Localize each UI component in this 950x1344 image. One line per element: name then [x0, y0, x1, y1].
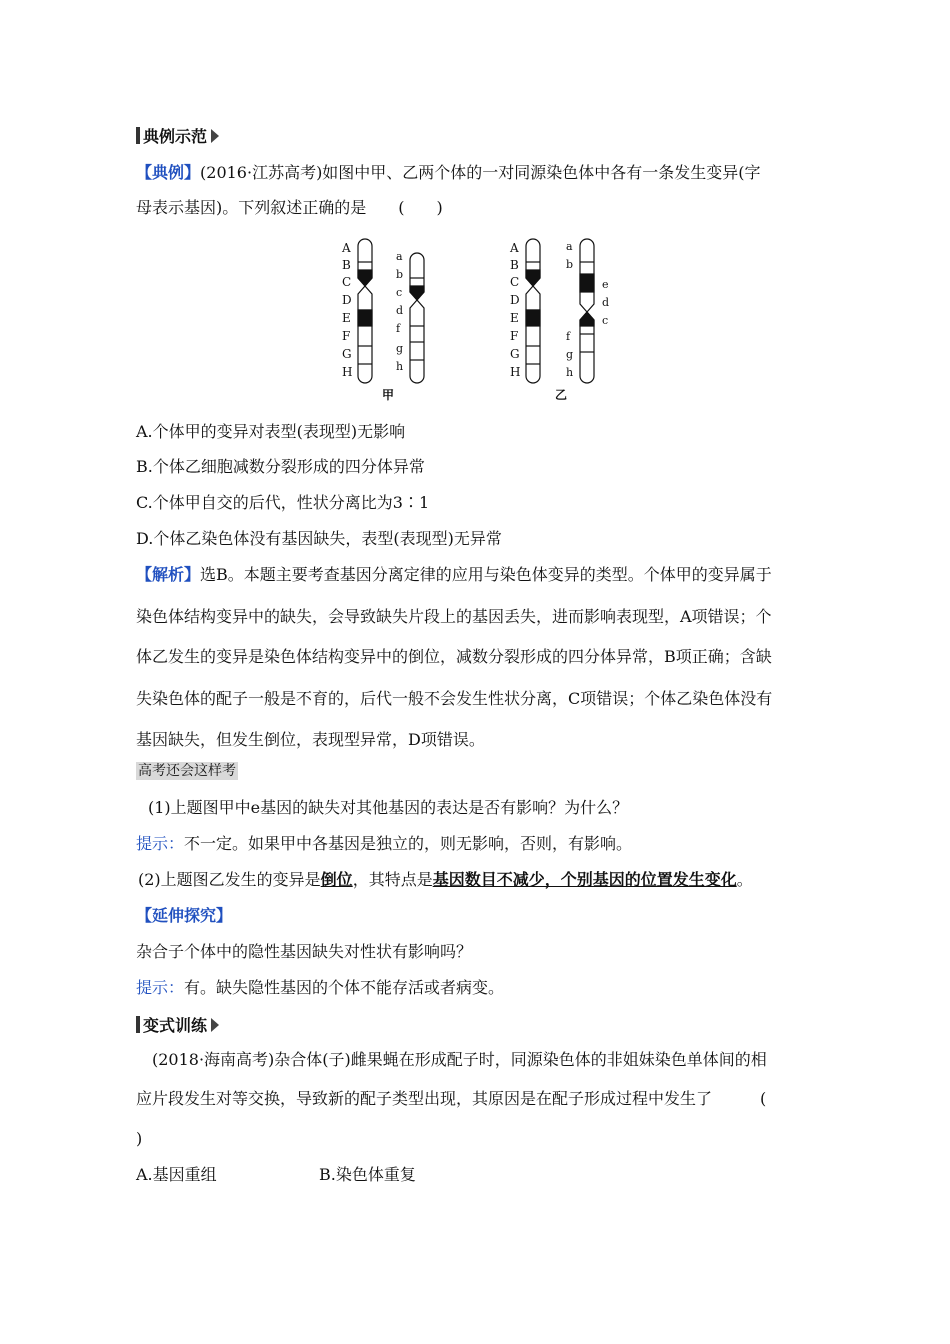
example-tag: 【典例】 — [136, 163, 201, 182]
yi-left-letter: A — [510, 241, 519, 255]
figure-label-jia: 甲 — [382, 388, 395, 402]
also-question-2 — [138, 869, 753, 891]
yi-right-letter: b — [566, 258, 574, 271]
q2-pre: (2)上题图乙发生的变异是 — [138, 870, 321, 889]
option-a: A.个体甲的变异对表型(表现型)无影响 — [136, 422, 406, 441]
jia-left-letter: A — [342, 241, 351, 255]
figure-label-yi: 乙 — [555, 388, 568, 402]
also-question-1: (1)上题图甲中e基因的缺失对其他基因的表达是否有影响？为什么？ — [148, 798, 629, 817]
jia-right-letter: h — [396, 360, 404, 373]
example-line-1 — [136, 162, 761, 184]
yi-left-letter: H — [510, 365, 521, 379]
hint-label: 提示： — [136, 978, 185, 997]
yi-right-letter: f — [566, 330, 571, 343]
jia-left-letter: F — [342, 329, 351, 343]
also-tested-tag: 高考还会这样考 — [138, 763, 236, 779]
variant-option-b: B.染色体重复 — [319, 1165, 416, 1184]
yi-left-letter: D — [510, 293, 520, 307]
variant-line-3: ) — [136, 1129, 143, 1148]
analysis-line-2: 染色体结构变异中的缺失，会导致缺失片段上的基因丢失，进而影响表现型，A项错误；个 — [136, 607, 772, 626]
analysis-line-5: 基因缺失，但发生倒位，表现型异常，D项错误。 — [136, 730, 485, 749]
analysis-line-3: 体乙发生的变异是染色体结构变异中的倒位，减数分裂形成的四分体异常，B项正确；含缺 — [136, 647, 772, 666]
yi-right-letter: h — [566, 366, 574, 379]
option-c: C.个体甲自交的后代，性状分离比为3∶1 — [136, 493, 430, 512]
section-title: 典例示范 — [143, 127, 208, 146]
example-text-1: (2016·江苏高考)如图中甲、乙两个体的一对同源染色体中各有一条发生变异(字 — [200, 163, 761, 182]
yi-right-chromosome — [580, 239, 594, 383]
jia-left-letter: B — [342, 258, 351, 272]
jia-right-letter: a — [396, 250, 403, 263]
yi-left-letter: B — [510, 258, 519, 272]
jia-left-chromosome — [358, 239, 372, 383]
q2-mid: ，其特点是 — [352, 870, 433, 889]
jia-right-letter: b — [396, 268, 404, 281]
option-d: D.个体乙染色体没有基因缺失，表型(表现型)无异常 — [136, 529, 502, 548]
section-header-example — [136, 124, 219, 147]
hint-text: 有。缺失隐性基因的个体不能存活或者病变。 — [184, 978, 505, 997]
hint-text: 不一定。如果甲中各基因是独立的，则无影响，否则，有影响。 — [184, 834, 633, 853]
extend-hint — [136, 977, 504, 999]
yi-right-letter: c — [602, 314, 609, 327]
section-header-variant — [136, 1013, 219, 1036]
analysis-line-4: 失染色体的配子一般是不育的，后代一般不会发生性状分离，C项错误；个体乙染色体没有 — [136, 689, 773, 708]
extend-tag: 【延伸探究】 — [136, 906, 233, 925]
q2-answer-2: 基因数目不减少，个别基因的位置发生变化 — [432, 870, 737, 889]
section-arrow-icon — [211, 129, 219, 143]
yi-right-letter: a — [566, 240, 573, 253]
yi-right-letter: d — [602, 296, 610, 309]
section-bar-icon — [136, 127, 140, 144]
section-bar-icon — [136, 1016, 140, 1033]
yi-left-letter: C — [510, 275, 520, 289]
jia-left-letter: C — [342, 275, 352, 289]
yi-left-letter: G — [510, 347, 520, 361]
jia-right-letter: f — [396, 322, 401, 335]
yi-left-chromosome — [526, 239, 540, 383]
variant-option-a: A.基因重组 — [136, 1165, 217, 1184]
yi-right-letter: e — [602, 278, 609, 291]
analysis-line-1 — [136, 564, 772, 586]
jia-left-letter: D — [342, 293, 352, 307]
section-title: 变式训练 — [143, 1016, 208, 1035]
yi-right-letter: g — [566, 348, 574, 361]
jia-right-letter: c — [396, 286, 403, 299]
analysis-text-1: 选B。本题主要考查基因分离定律的应用与染色体变异的类型。个体甲的变异属于 — [200, 565, 772, 584]
jia-left-letter: H — [342, 365, 353, 379]
q2-end: 。 — [736, 870, 753, 889]
jia-left-letter: G — [342, 347, 352, 361]
hint-label: 提示： — [136, 834, 185, 853]
jia-right-letter: d — [396, 304, 404, 317]
q2-answer-1: 倒位 — [320, 870, 353, 889]
yi-left-letter: F — [510, 329, 519, 343]
option-b: B.个体乙细胞减数分裂形成的四分体异常 — [136, 457, 425, 476]
variant-line-2: 应片段发生对等交换，导致新的配子类型出现，其原因是在配子形成过程中发生了 ( — [136, 1089, 767, 1108]
extend-question: 杂合子个体中的隐性基因缺失对性状有影响吗？ — [136, 942, 473, 961]
jia-right-letter: g — [396, 342, 404, 355]
jia-right-chromosome — [410, 253, 424, 383]
variant-line-1: (2018·海南高考)杂合体(子)雌果蝇在形成配子时，同源染色体的非姐妹染色单体间的相 — [152, 1050, 767, 1069]
also-hint-1 — [136, 833, 632, 855]
jia-left-letter: E — [342, 311, 351, 325]
yi-left-letter: E — [510, 311, 519, 325]
chromosome-figure — [330, 236, 630, 406]
analysis-tag: 【解析】 — [136, 565, 201, 584]
example-line-2: 母表示基因)。下列叙述正确的是 ( ) — [136, 198, 443, 217]
section-arrow-icon — [211, 1018, 219, 1032]
